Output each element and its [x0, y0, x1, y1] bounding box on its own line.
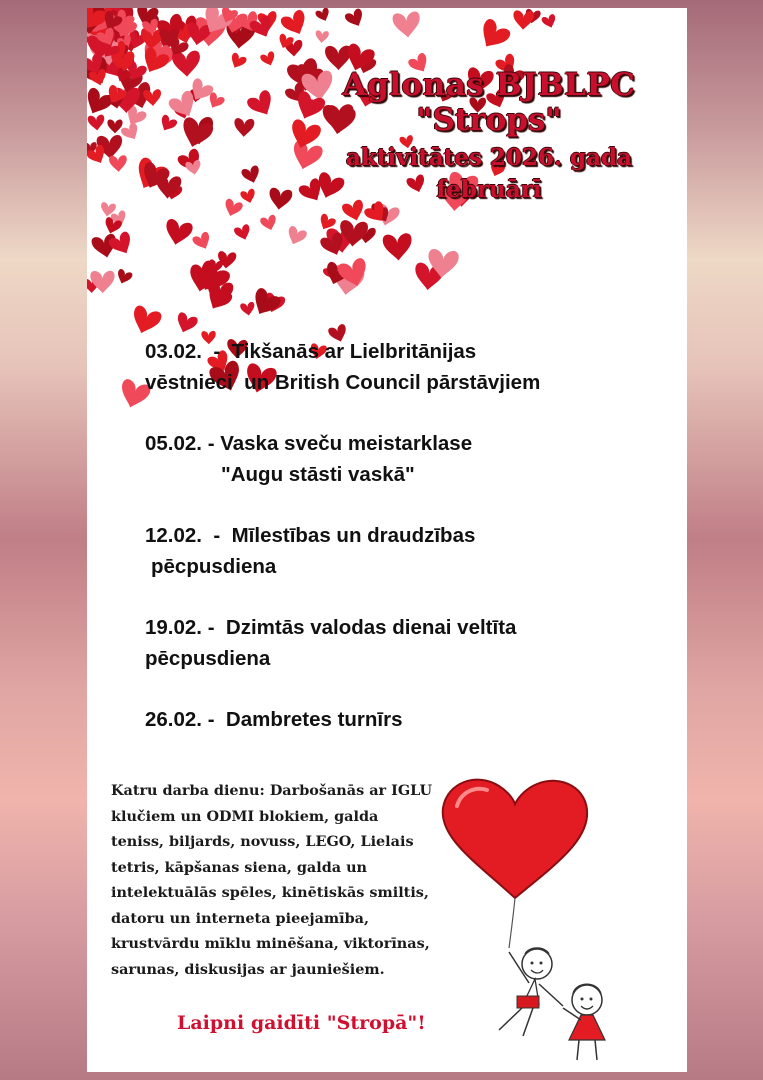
heart-icon — [115, 268, 134, 286]
event-line: 26.02. - Dambretes turnīrs — [145, 708, 403, 731]
heart-icon — [120, 122, 142, 144]
heart-balloon-icon — [427, 768, 677, 1068]
heart-icon — [109, 155, 128, 172]
heart-icon — [241, 165, 263, 186]
title-line-2: "Strops" — [416, 101, 562, 138]
heart-icon — [315, 8, 332, 23]
event-item — [145, 704, 665, 735]
welcome-text: Laipni gaidīti "Stropā"! — [177, 1012, 426, 1034]
heart-icon — [474, 17, 512, 54]
title-line-4: februārī — [436, 176, 542, 204]
event-item — [145, 336, 665, 398]
event-line: pēcpusdiena — [151, 555, 277, 578]
heart-icon — [234, 118, 255, 137]
event-list — [145, 336, 665, 765]
heart-icon — [107, 119, 122, 133]
event-item — [145, 428, 665, 490]
heart-icon — [240, 188, 258, 205]
heart-icon — [382, 233, 413, 262]
heart-icon — [87, 114, 105, 131]
heart-icon — [284, 225, 308, 248]
event-line: 19.02. - Dzimtās valodas dienai veltīta — [145, 616, 517, 639]
event-item — [145, 520, 665, 582]
daily-line: krustvārdu mīklu minēšana, viktorīnas, — [111, 935, 430, 952]
poster — [87, 8, 687, 1072]
daily-activities — [111, 778, 451, 982]
heart-icon — [392, 11, 422, 39]
heart-icon — [128, 304, 163, 337]
daily-line: datoru un interneta pieejamība, — [111, 909, 369, 927]
daily-line: tetris, kāpšanas siena, galda un — [111, 858, 368, 876]
event-line: pēcpusdiena — [145, 647, 271, 670]
event-line: 05.02. - Vaska sveču meistarklase — [145, 432, 473, 455]
heart-icon — [260, 51, 278, 68]
heart-icon — [513, 10, 535, 30]
event-item — [145, 612, 665, 674]
event-line: vēstnieci un British Council pārstāvjiem — [145, 371, 541, 394]
heart-icon — [233, 224, 252, 243]
heart-icon — [172, 50, 201, 77]
event-line: 12.02. - Mīlestības un draudzības — [145, 524, 476, 547]
title-line-3: aktivitātes 2026. gada — [345, 144, 633, 172]
daily-line: Katru darba dienu: Darbošanās ar IGLU — [111, 782, 433, 799]
heart-icon — [222, 198, 244, 219]
heart-icon — [344, 8, 367, 30]
page-title — [333, 68, 645, 203]
heart-icon — [228, 52, 248, 71]
heart-icon — [157, 114, 178, 134]
event-line: "Augu stāsti vaskā" — [221, 463, 415, 486]
heart-icon — [267, 187, 293, 211]
heart-icon — [315, 30, 329, 43]
heart-icon — [173, 311, 198, 335]
heart-icon — [260, 214, 279, 232]
heart-icon — [541, 14, 558, 30]
heart-icon — [143, 89, 162, 107]
daily-line: teniss, biljards, novuss, LEGO, Lielais — [111, 833, 414, 850]
heart-icon — [162, 218, 193, 248]
heart-icon — [246, 89, 278, 121]
daily-line: klučiem un ODMI blokiem, galda — [111, 807, 379, 825]
daily-line: sarunas, diskusijas ar jauniešiem. — [111, 960, 385, 978]
daily-line: intelektuālās spēles, kinētiskās smiltis, — [111, 884, 429, 901]
heart-icon — [240, 302, 256, 317]
heart-icon — [191, 231, 213, 252]
event-line: 03.02. - Tikšanās ar Lielbritānijas — [145, 340, 477, 363]
title-line-1: Aglonas BJBLPC — [342, 67, 636, 103]
heart-icon — [155, 175, 182, 200]
